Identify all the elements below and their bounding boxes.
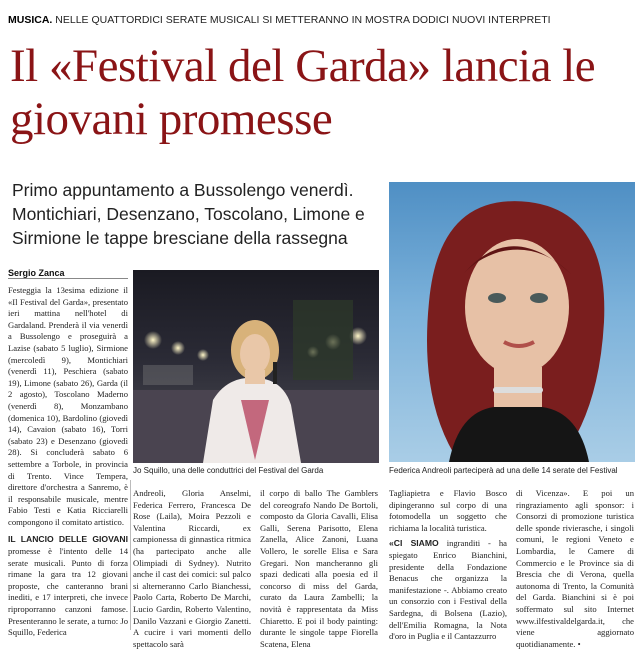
kicker bbox=[8, 14, 630, 30]
section-tag: MUSICA. bbox=[8, 14, 53, 26]
photo-federica-andreoli-image bbox=[389, 182, 635, 462]
photo-federica-andreoli bbox=[389, 182, 635, 462]
article-column-5 bbox=[516, 488, 634, 649]
subheadline: Primo appuntamento a Bussolengo venerdì. Montichiari, Desenzano, Toscolano, Limone e Sirmione le tappe bresciane della rassegna bbox=[12, 180, 365, 248]
article-paragraph: Festeggia la 13esima edizione il «Il Festival del Garda», presentato ieri mattina nell'hotel di Gardaland. Prenderà il via venerdì a Bussolengo e proseguirà a Lazise (sabato 5 luglio), Sirmione (mercoledì 9), Montichiari (venerdì 11), Peschiera (sabato 19), Limone (sabato 26), Garda (il 2 agosto), Toscolano Maderno (venerdì 8), Monzambano (domenica 10), Bardolino (giovedì 14), Cavaion (sabato 16), Torri (sabato 23) e Desenzano (giovedì 28). Si concluderà sabato 6 settembre a Torbole, in provincia di Trento. Vince Tempera, direttore d'orchestra a Sanremo, è il responsabile musicale, mentre Fabio Testi e Katia Ricciarelli compongono il comitato artistico. bbox=[8, 285, 128, 527]
article-paragraph: Andreoli, Gloria Anselmi, Federica Ferrero, Francesca De Rose (Laila), Moira Pezzoli e Valentina Riccardi, ex campionessa di ginnastica ritmica (ha partecipato anche alle Olimpiadi di Sydney). Nutrito anche il cast dei comici: sul palco si alterneranno Carlo Bianchessi, Paolo Carta, Roberto De Marchi, Lucio Gardin, Roberto Valentino, Danilo Vazzani e Giorgio Zanetti. A cucire i vari momenti dello spettacolo sarà bbox=[133, 488, 251, 649]
article-paragraph: Tagliapietra e Flavio Bosco dipingeranno sul corpo di una fotomodella un soggetto che richiama la località turistica. bbox=[389, 488, 507, 533]
byline: Sergio Zanca bbox=[8, 268, 65, 278]
article-column-3 bbox=[260, 488, 378, 649]
column-divider bbox=[130, 480, 131, 630]
photo-jo-squillo bbox=[133, 270, 379, 463]
article-paragraph: il corpo di ballo The Gamblers del coreografo Nando De Bortoli, composto da Gloria Cavalli, Elisa Galli, Serena Parisotto, Elena Zanella, Alice Zanoni, Luana Vollero, le sorelle Elisa e Sara Gregari. Non mancheranno gli spazi dedicati alla poesia ed il concorso di miss del Garda, curato da Laura Zambelli; la novità è rappresentata da Miss Chiaretto. E poi il body painting: durante le singole tappe Fiorella Scatena, Elena bbox=[260, 488, 378, 649]
article-paragraph: ingranditi - ha spiegato Enrico Bianchini, presidente della Fondazione Benacus che organizza la manifestazione -. Abbiamo creato un consorzio con i Festival della Sardegna, di Bolsena (Lazio), dell'Emilia Romagna, la Nota d'oro in Puglia e il Cantazzurro bbox=[389, 538, 507, 642]
article-column-1 bbox=[8, 285, 128, 638]
byline-rule bbox=[8, 278, 128, 279]
article-subhead: IL LANCIO DELLE GIOVANI bbox=[8, 534, 128, 545]
article-paragraph: promesse è l'intento delle 14 serate musicali. Punto di forza rimane la gara tra 12 giovani proposte, che canteranno brani inediti, e 17 interpreti, che invece riproporranno canzoni famose. Presenteranno le serate, a turno: Jo Squillo, Federica bbox=[8, 546, 128, 638]
photo-caption: Federica Andreoli parteciperà ad una delle 14 serate del Festival bbox=[389, 466, 618, 475]
kicker-text: NELLE QUATTORDICI SERATE MUSICALI SI METTERANNO IN MOSTRA DODICI NUOVI INTERPRETI bbox=[55, 14, 551, 26]
photo-jo-squillo-image bbox=[133, 270, 379, 463]
article-paragraph: di Vicenza». E poi un ringraziamento agli sponsor: i Consorzi di promozione turistica delle sponde rivierasche, i singoli comuni, le regioni Veneto e Lombardia, le Camere di Commercio e le Province sia di Brescia che di Verona, quella autonoma di Trento, la Comunità del Garda. Bianchini si è poi soffermato sul sito Internet www.ilfestivaldelgarda.it, che viene aggiornato quotidianamente. • bbox=[516, 488, 634, 649]
headline: Il «Festival del Garda» lancia le giovani promesse bbox=[10, 40, 596, 145]
article-column-4 bbox=[389, 488, 507, 642]
article-subhead: «CI SIAMO bbox=[389, 538, 439, 549]
article-column-2 bbox=[133, 488, 251, 649]
photo-caption: Jo Squillo, una delle conduttrici del Festival del Garda bbox=[133, 466, 324, 475]
